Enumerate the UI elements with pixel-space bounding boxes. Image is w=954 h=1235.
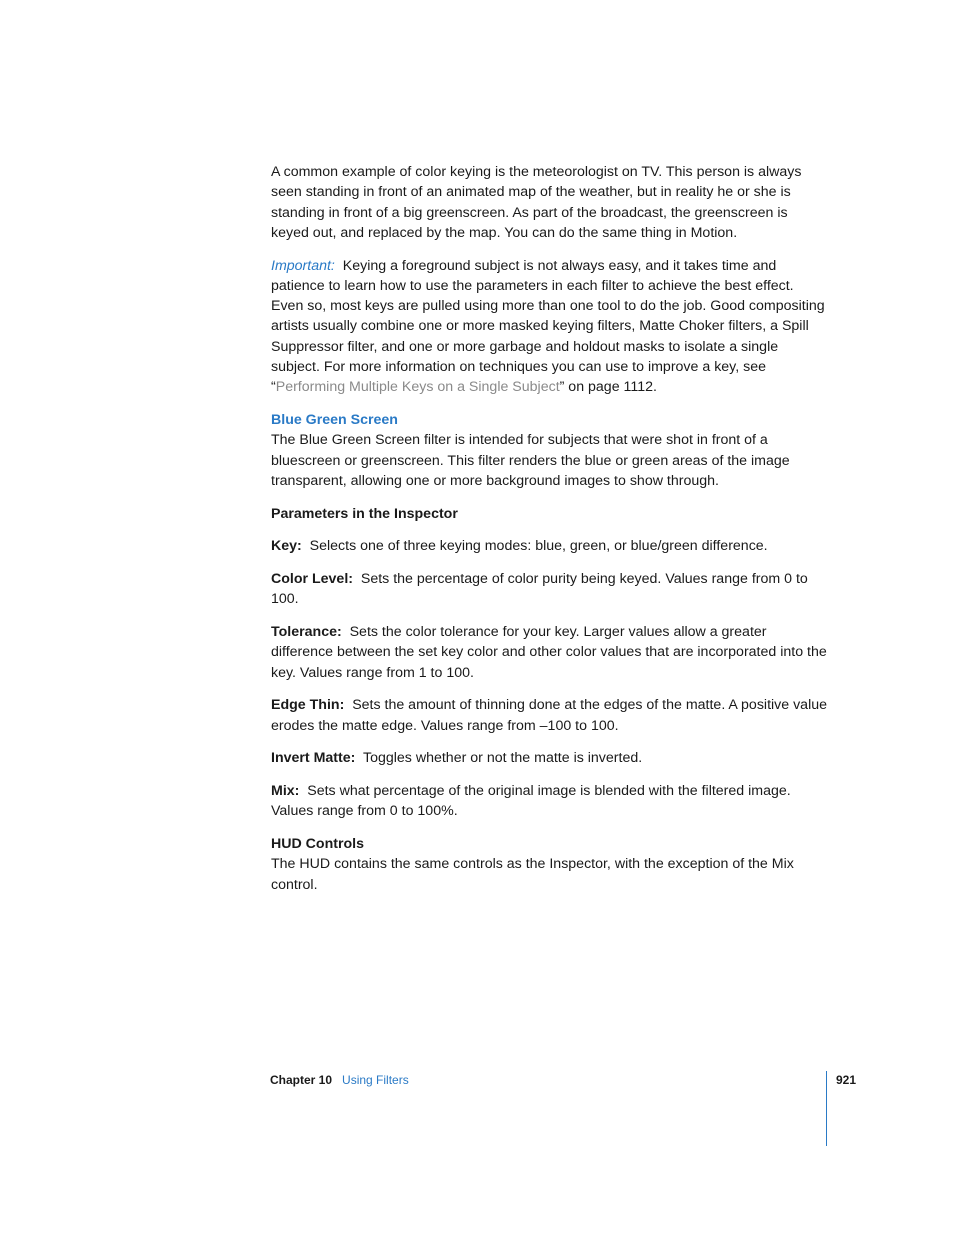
page-number: 921 [836,1073,857,1087]
parameter-term: Invert Matte: [271,750,356,767]
section-description: The Blue Green Screen filter is intended for subjects that were shot in front of a bluescreen or greenscreen. This filter renders the blue or green areas of the image transparent, allowing one or more background images to show through. [271,432,790,489]
parameter-tolerance [271,622,827,683]
section-heading: Blue Green Screen [271,412,398,429]
parameter-color-level [271,569,827,610]
parameter-text: Sets what percentage of the original image is blended with the filtered image. Values range from 0 to 100%. [271,782,791,820]
parameter-term: Tolerance: [271,623,342,640]
parameter-key [271,536,827,556]
parameter-term: Key: [271,538,302,555]
parameter-text: Selects one of three keying modes: blue, green, or blue/green difference. [309,538,768,555]
parameter-text: Sets the percentage of color purity being keyed. Values range from 0 to 100. [271,571,808,608]
parameter-invert-matte [271,748,827,768]
important-label: Important: [271,257,335,274]
parameter-text: Sets the amount of thinning done at the edges of the matte. A positive value erodes the matte edge. Values range from –100 to 100. [271,697,828,734]
parameter-edge-thin [271,695,827,736]
important-text: Keying a foreground subject is not always easy, and it takes time and patience to learn how to use the parameters in each filter to achieve the best effect. Even so, most keys are pulled using more than one tool to do the job. Good compositing artists usually combine one or more masked keying filters, Matte Choker filters, a Spill Suppressor filter, and one or more garbage and holdout masks to isolate a single subject. For more information on techniques you can use to improve a key, see [271,257,825,376]
parameter-text: Sets the color tolerance for your key. Larger values allow a greater difference between the set key color and other color values that are incorporated into the key. Values range from 1 to 100. [271,623,827,681]
hud-heading: HUD Controls [271,835,365,852]
parameter-text: Toggles whether or not the matte is inverted. [363,750,643,767]
parameter-mix [271,781,827,822]
page-body [271,162,827,907]
important-note [271,256,827,398]
chapter-label: Chapter 10 [270,1073,333,1087]
parameter-term: Edge Thin: [271,697,345,714]
chapter-title-link[interactable]: Using Filters [342,1073,409,1087]
intro-paragraph: A common example of color keying is the meteorologist on TV. This person is always seen standing in front of an animated map of the weather, but in reality he or she is standing in front of a big greenscreen. As part of the broadcast, the greenscreen is keyed out, and replaced by the map. You can do the same thing in Motion. [271,164,802,241]
page-footer [270,1071,409,1089]
cross-reference-link[interactable]: Performing Multiple Keys on a Single Subject [275,379,560,396]
important-tail: ” on page 1112. [559,379,657,396]
parameter-term: Mix: [271,782,300,799]
hud-description: The HUD contains the same controls as the Inspector, with the exception of the Mix control. [271,856,794,893]
parameters-heading: Parameters in the Inspector [271,505,458,522]
parameter-term: Color Level: [271,571,353,587]
footer-divider [826,1071,827,1146]
quote-open: “ [271,379,276,396]
